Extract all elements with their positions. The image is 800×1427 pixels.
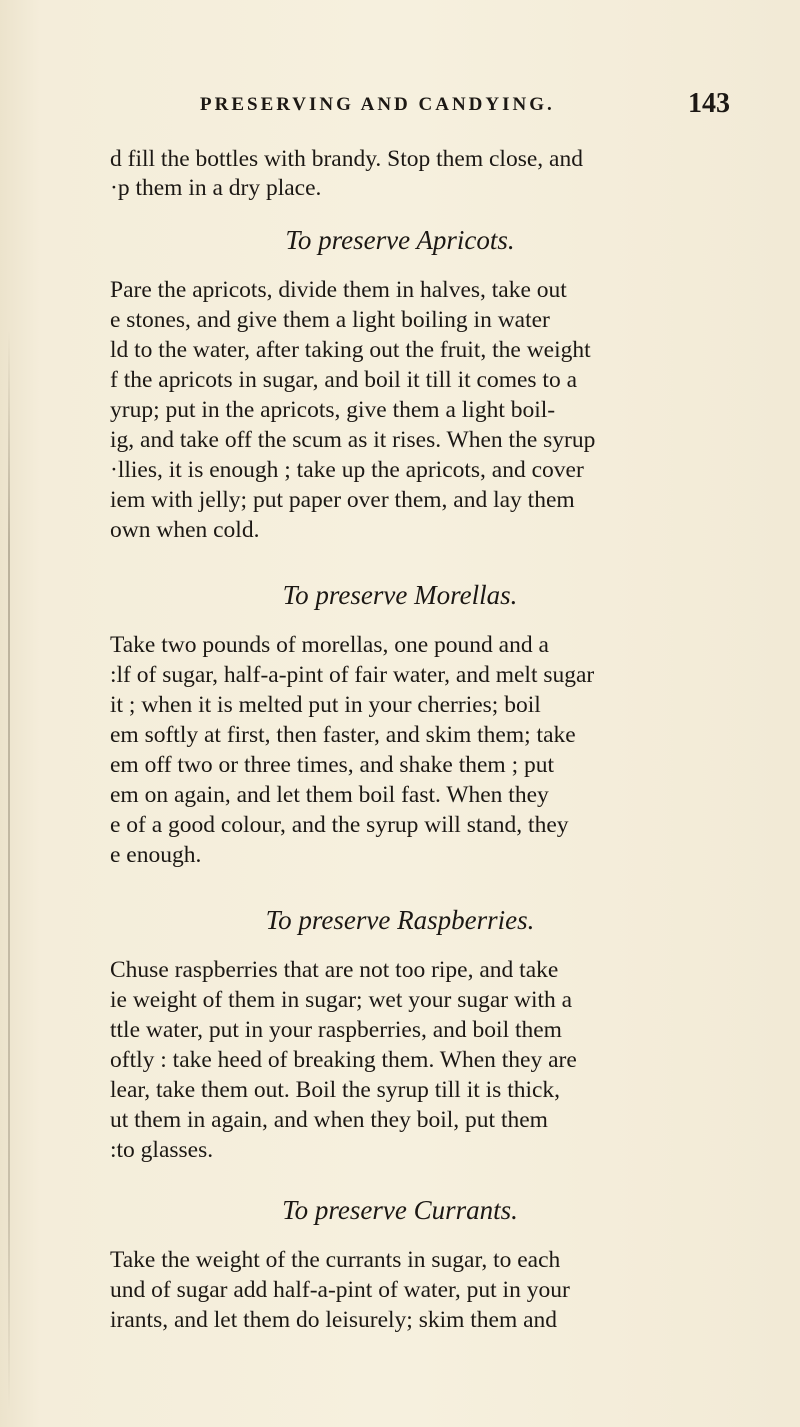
text-line: f the apricots in sugar, and boil it till it comes to a	[110, 367, 578, 393]
running-head-title: PRESERVING AND CANDYING.	[200, 94, 555, 115]
text-line: d fill the bottles with brandy. Stop them close, and	[110, 146, 583, 172]
text-line: :to glasses.	[110, 1137, 214, 1163]
text-line: ig, and take off the scum as it rises. When the syrup	[110, 427, 596, 453]
text-line: :lf of sugar, half-a-pint of fair water, and melt sugar	[110, 662, 595, 688]
text-line: em off two or three times, and shake them ; put	[110, 752, 554, 778]
text-line: em on again, and let them boil fast. When they	[110, 782, 549, 808]
text-line: e stones, and give them a light boiling in water	[110, 307, 550, 333]
text-line: irants, and let them do leisurely; skim them and	[110, 1307, 558, 1333]
text-line: Take two pounds of morellas, one pound and a	[110, 632, 549, 658]
text-line: it ; when it is melted put in your cherries; boil	[110, 692, 541, 718]
text-line: und of sugar add half-a-pint of water, put in your	[110, 1277, 570, 1303]
section-heading-currants: To preserve Currants.	[282, 1195, 518, 1225]
text-line: em softly at first, then faster, and skim them; take	[110, 722, 576, 748]
text-line: lear, take them out. Boil the syrup till it is thick,	[110, 1077, 561, 1103]
text-line: Chuse raspberries that are not too ripe, and take	[110, 957, 559, 983]
text-line: e of a good colour, and the syrup will stand, they	[110, 812, 569, 838]
text-line: ·llies, it is enough ; take up the apricots, and cover	[110, 457, 584, 483]
page-gutter-shadow	[8, 330, 10, 1410]
text-line: ut them in again, and when they boil, put them	[110, 1107, 548, 1133]
section-heading-morellas: To preserve Morellas.	[282, 580, 518, 610]
text-line: e enough.	[110, 842, 202, 868]
text-line: oftly : take heed of breaking them. When they are	[110, 1047, 577, 1073]
text-line: ttle water, put in your raspberries, and boil them	[110, 1017, 562, 1043]
text-line: iem with jelly; put paper over them, and lay them	[110, 487, 575, 513]
section-heading-apricots: To preserve Apricots.	[285, 225, 515, 255]
text-line: Pare the apricots, divide them in halves, take out	[110, 277, 567, 303]
text-line: ie weight of them in sugar; wet your sugar with a	[110, 987, 573, 1013]
text-line: ld to the water, after taking out the fruit, the weight	[110, 337, 591, 363]
text-line: ·p them in a dry place.	[110, 175, 322, 201]
text-line: Take the weight of the currants in sugar, to each	[110, 1247, 561, 1273]
text-line: own when cold.	[110, 517, 260, 543]
page-number: 143	[688, 88, 730, 119]
text-line: yrup; put in the apricots, give them a light boil-	[110, 397, 556, 423]
running-head	[200, 88, 730, 119]
section-heading-raspberries: To preserve Raspberries.	[265, 905, 535, 935]
